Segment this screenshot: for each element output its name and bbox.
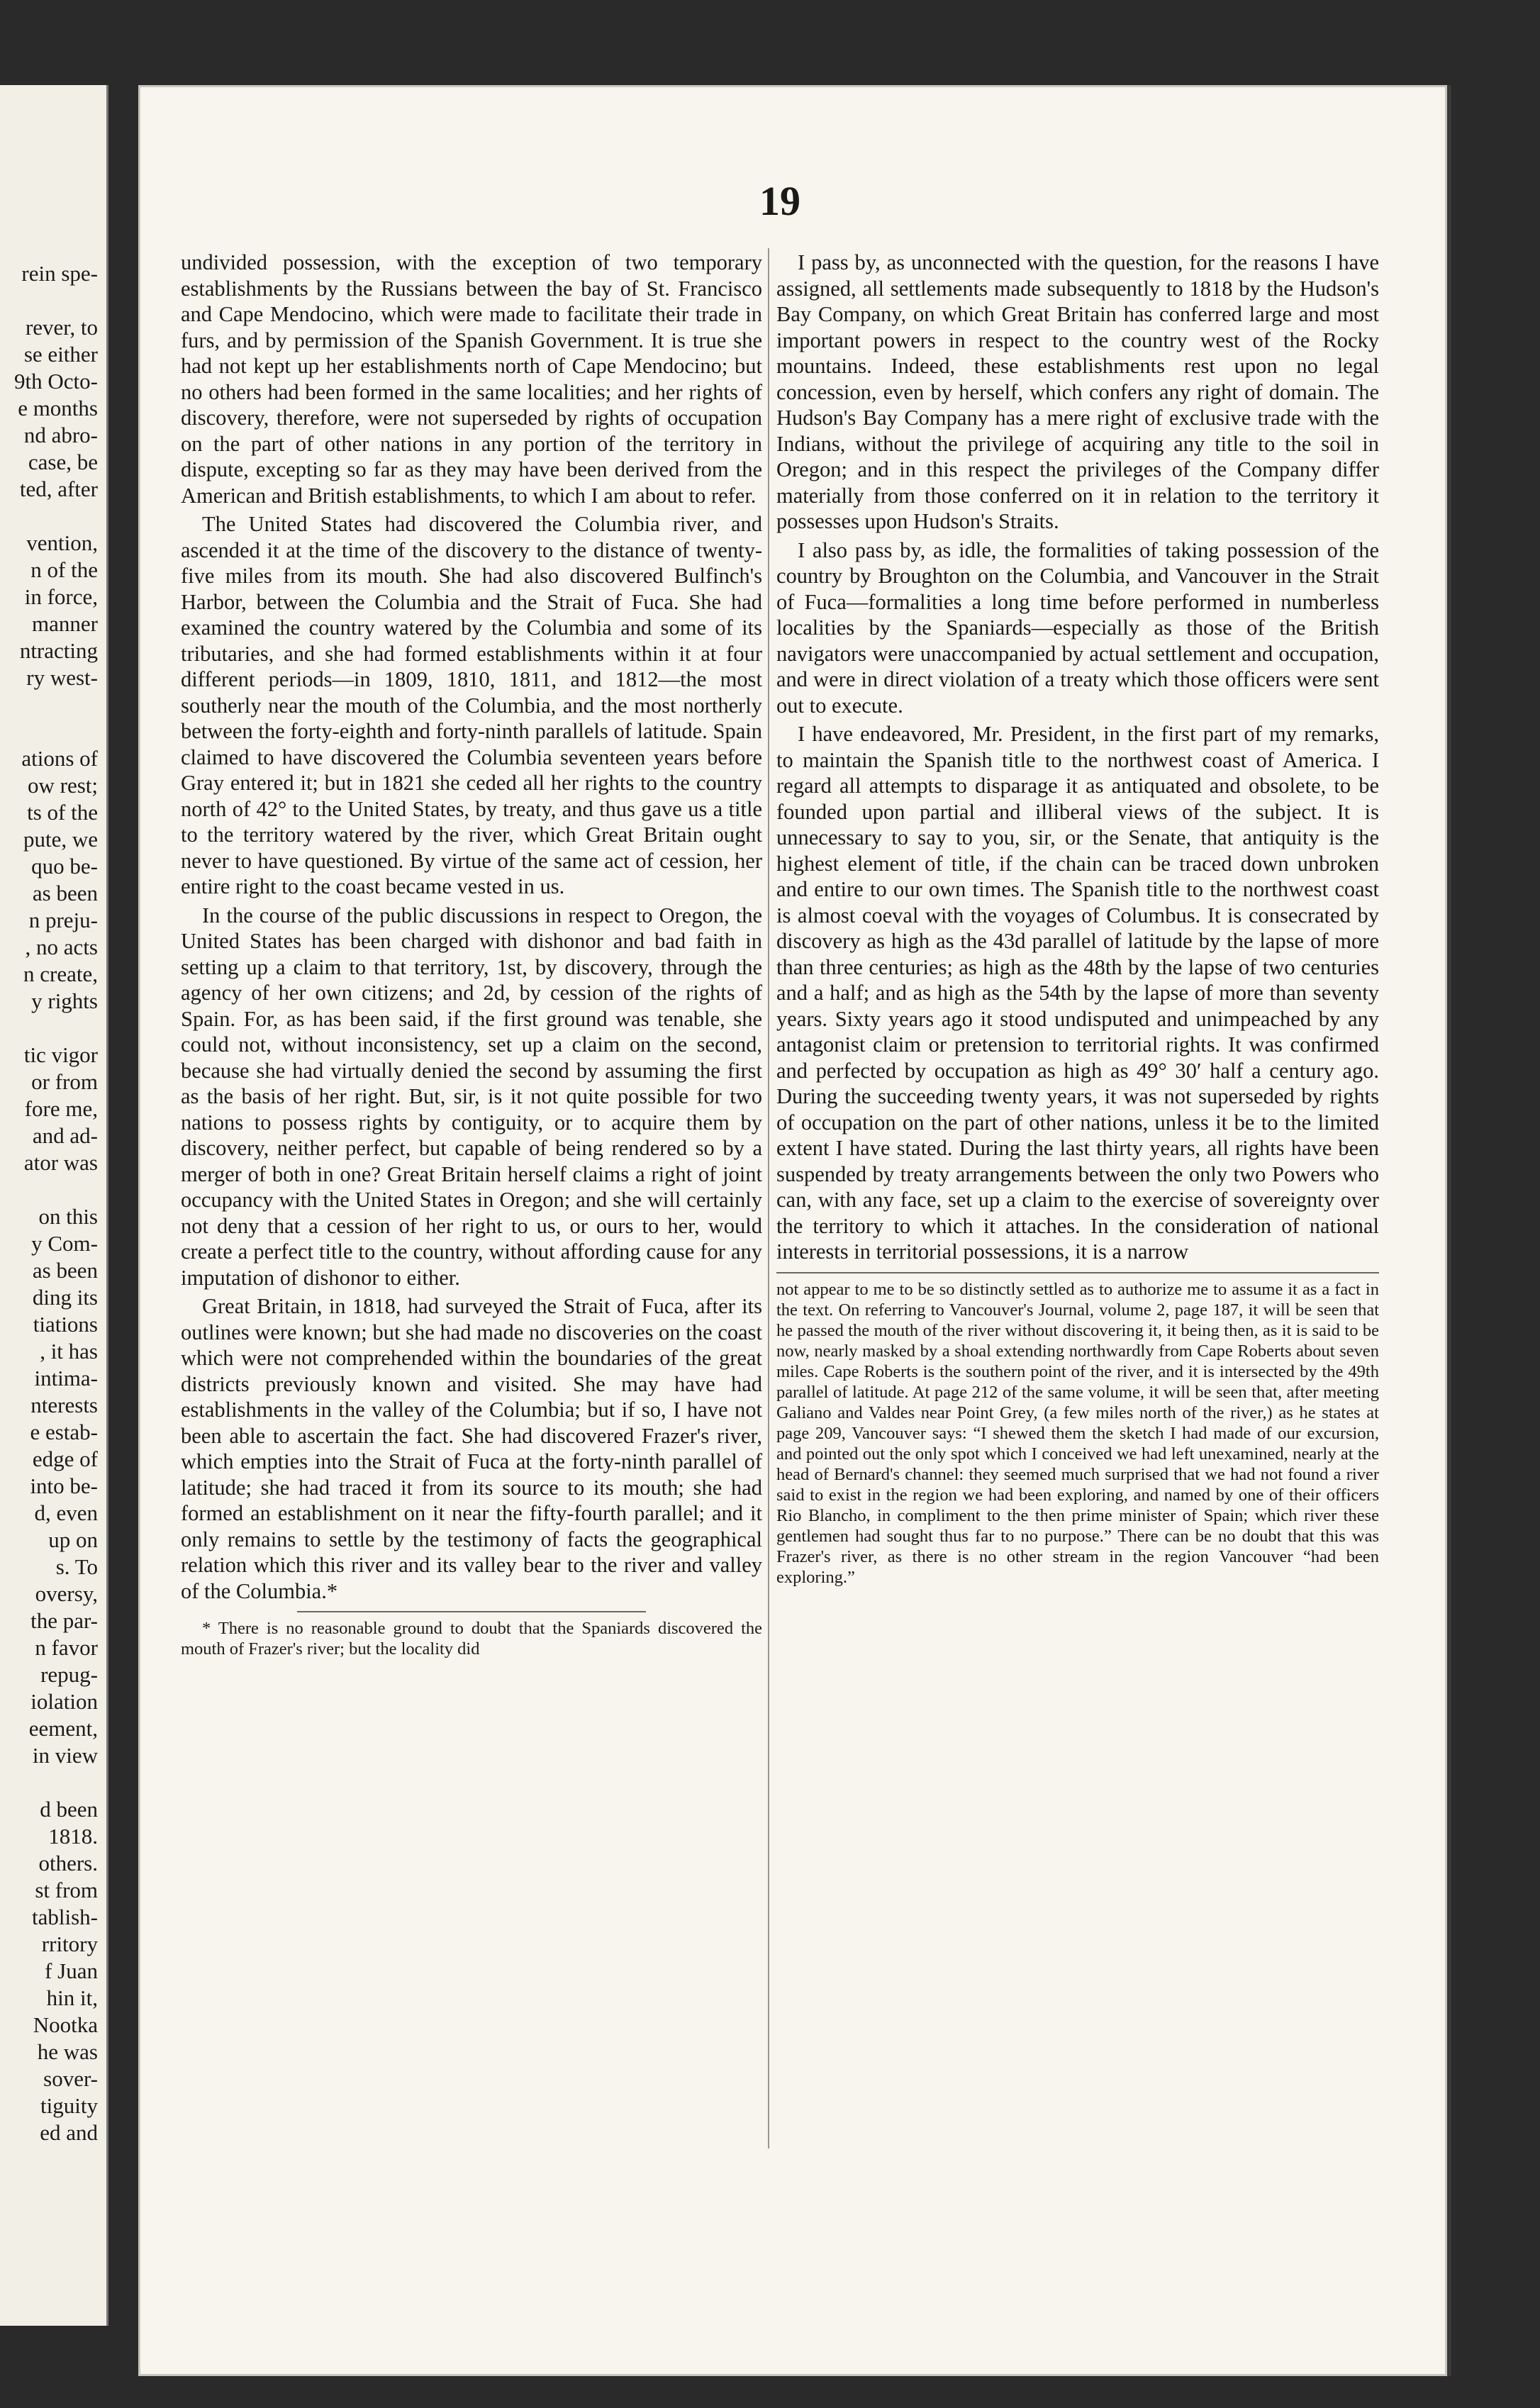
margin-fragment: tiations (33, 1312, 98, 1337)
paragraph: I pass by, as unconnected with the question, for the reasons I have assigned, all settlements made subsequently to 1818 by the Hudson's Bay Company, on which Great Britain has conferred large and most important powers in respect to the country west of the Rocky mountains. Indeed, these establishments rest upon no legal concession, even by herself, which confers any right of domain. The Hudson's Bay Company has a mere right of exclusive trade with the Indians, without the privilege of acquiring any title to the soil in Oregon; and in this respect the privileges of the Company differ materially from those conferred on it in relation to the territory it possesses upon Hudson's Straits. (776, 250, 1379, 533)
margin-fragment: the par- (30, 1608, 98, 1633)
margin-fragment: or from (31, 1069, 98, 1094)
margin-fragment: y rights (31, 988, 98, 1013)
margin-fragment: tiguity (40, 2093, 98, 2118)
margin-fragment: f Juan (45, 1958, 98, 1983)
paragraph: In the course of the public discussions in respect to Oregon, the United States has been charged with dishonor and bad faith in setting up a claim to that territory, 1st, by discovery, through the agency of her own citizens; and 2d, by cession of the rights of Spain. For, as has been said, if the first ground was tenable, she could not, without inconsistency, set up a claim on the second, because she had virtually denied the second by assuming the first as the basis of her right. But, sir, is it not quite possible for two nations to possess rights by contiguity, or to acquire them by discovery, neither perfect, but capable of being rendered so by a merger of both in one? Great Britain herself claims a right of joint occupancy with the United States in Oregon; and she will certainly not deny that a cession of her right to us, or ours to her, would create a perfect title to the country, without affording cause for any imputation of dishonor to either. (181, 903, 762, 1290)
margin-fragment: ator was (23, 1150, 98, 1175)
margin-fragment: rein spe- (21, 261, 98, 286)
paragraph: I have endeavored, Mr. President, in the first part of my remarks, to maintain the Spanish title to the northwest coast of America. I regard all attempts to disparage it as antiquated and obsolete, to be founded upon partial and illiberal views of the subject. It is unnecessary to say to you, sir, or the Senate, that antiquity is the highest element of title, if the chain can be traced down unbroken and entire to our own times. The Spanish title to the northwest coast is almost coeval with the voyages of Columbus. It is consecrated by discovery as high as the 43d parallel of latitude by the lapse of more than three centuries; as high as the 48th by the lapse of two centuries and a half; and as high as the 54th by the lapse of more than seventy years. Sixty years ago it stood undisputed and unimpeached by any antagonist claim or pretension to territorial rights. It was confirmed and perfected by occupation as high as 49° 30′ half a century ago. During the succeeding twenty years, it was not superseded by rights of occupation on the part of other nations, unless it be to the limited extent I have stated. During the last thirty years, all rights have been suspended by treaty arrangements between the only two Powers who can, with any face, set up a claim to the exercise of sovereignty over the territory to which it attaches. In the consideration of national interests in territorial possessions, it is a narrow (776, 722, 1379, 1264)
margin-fragment: s. To (55, 1554, 98, 1579)
margin-fragment: in force, (24, 584, 98, 609)
paragraph: I also pass by, as idle, the formalities of taking possession of the country by Broughton on the Columbia, and Vancouver in the Strait of Fuca—formalities a long time before performed in numberless localities by the Spaniards—especially as those of the British navigators were unaccompanied by actual settlement and occupation, and were in direct violation of a treaty which those officers were sent out to execute. (776, 537, 1379, 718)
margin-fragment: ntracting (19, 638, 98, 663)
margin-fragment: hin it, (46, 1985, 98, 2010)
margin-fragment: y Com- (31, 1231, 98, 1256)
margin-fragment: st from (35, 1878, 98, 1902)
margin-fragment: ow rest; (27, 773, 98, 798)
margin-fragment: as been (32, 881, 98, 905)
margin-fragment: on this (38, 1204, 98, 1229)
margin-fragment: rever, to (25, 315, 98, 340)
margin-fragment: edge of (32, 1447, 98, 1471)
margin-fragment: ding its (32, 1285, 98, 1310)
margin-fragment: rritory (41, 1932, 98, 1956)
margin-fragment: and ad- (32, 1123, 98, 1148)
margin-fragment: tablish- (32, 1905, 98, 1929)
margin-fragment: 9th Octo- (14, 369, 98, 394)
margin-fragment: e months (18, 396, 98, 420)
margin-fragment: nd abro- (23, 423, 98, 447)
margin-fragment: sover- (43, 2066, 98, 2091)
footnote: not appear to me to be so distinctly settled as to authorize me to assume it as a fact in the text. On referring to Vancouver's Journal, volume 2, page 187, it will be seen that he passed the mouth of the river without discovering it, it being then, as it is said to be now, nearly masked by a shoal extending northwardly from Cape Roberts about seven miles. Cape Roberts is the southern point of the river, and it is intersected by the 49th parallel of latitude. At page 212 of the same volume, it will be seen that, after meeting Galiano and Valdes near Point Grey, (a few miles north of the river,) as he states at page 209, Vancouver says: “I shewed them the sketch I had made of our excursion, and pointed out the only spot which I conceived we had left unexamined, nearly at the head of Bernard's channel: they seemed much surprised that we had not found a river said to exist in the region we had been exploring, and named by one of their officers Rio Blancho, in compliment to the then prime minister of Spain; which river these gentlemen had sought thus far to no purpose.” There can be no doubt that this was Frazer's river, as there is no other stream in the region Vancouver “had been exploring.” (776, 1279, 1379, 1587)
margin-fragment: vention, (26, 530, 98, 555)
margin-fragment: up on (48, 1527, 98, 1552)
margin-fragment: pute, we (23, 827, 98, 852)
margin-fragment: as been (32, 1258, 98, 1283)
margin-fragment: oversy, (35, 1581, 98, 1606)
paragraph: Great Britain, in 1818, had surveyed the Strait of Fuca, after its outlines were known; but she had made no discoveries on the coast which were not comprehended within the boundaries of the great districts previously known and visited. She may have had establishments in the valley of the Columbia; but if so, I have not been able to ascertain the fact. She had discovered Frazer's river, which empties into the Strait of Fuca at the forty-ninth parallel of latitude; she had traced it from its source to its mouth; she had formed an establishment on it near the fifty-fourth parallel; and it only remains to settle by the testimony of facts the geographical relation which this river and its valley bear to the river and valley of the Columbia.* (181, 1294, 762, 1603)
left-column (181, 250, 762, 1662)
margin-fragment: n preju- (28, 908, 98, 932)
right-column (776, 250, 1379, 1590)
margin-fragment: intima- (34, 1366, 98, 1390)
margin-fragment: se either (23, 342, 98, 367)
margin-fragment: , it has (40, 1339, 98, 1364)
margin-fragment: case, be (28, 450, 98, 474)
paragraph: undivided possession, with the exception of two temporary establishments by the Russians between the bay of St. Francisco and Cape Mendocino, which were made to facilitate their trade in furs, and by permission of the Spanish Government. It is true she had not kept up her establishments north of Cape Mendocino; but no others had been formed in the same localities; and her rights of discovery, therefore, were not superseded by rights of occupation on the part of other nations in any portion of the territory in dispute, excepting so far as they may have been derived from the American and British establishments, to which I am about to refer. (181, 250, 762, 508)
margin-fragment: n of the (30, 557, 98, 582)
margin-fragment: 1818. (48, 1824, 98, 1849)
margin-fragment: , no acts (25, 935, 98, 959)
page-number: 19 (759, 178, 800, 224)
margin-fragment: iolation (30, 1689, 98, 1714)
footnote-rule (297, 1611, 646, 1612)
margin-fragment: ted, after (19, 476, 98, 501)
margin-fragment: tic vigor (23, 1042, 98, 1067)
margin-fragment: ations of (21, 746, 98, 771)
margin-fragment: into be- (30, 1473, 98, 1498)
margin-fragment: eement, (28, 1716, 98, 1741)
footnote-rule (776, 1272, 1379, 1273)
margin-fragment: ed and (40, 2120, 98, 2145)
margin-fragment: quo be- (31, 854, 98, 879)
margin-fragment: n create, (23, 961, 98, 986)
margin-fragment: others. (38, 1851, 98, 1875)
margin-fragment: ry west- (26, 665, 98, 690)
margin-fragment: n favor (35, 1635, 98, 1660)
margin-fragment: nterests (30, 1393, 98, 1417)
margin-fragment: e estab- (30, 1420, 98, 1444)
margin-fragment: manner (32, 611, 98, 636)
footnote: * There is no reasonable ground to doubt that the Spaniards discovered the mouth of Frazer's river; but the locality did (181, 1619, 762, 1659)
margin-fragment: d, even (34, 1500, 98, 1525)
margin-fragment: repug- (40, 1662, 98, 1687)
margin-fragment: in view (32, 1743, 98, 1768)
margin-fragment: fore me, (24, 1096, 98, 1121)
margin-fragment: he was (37, 2039, 98, 2064)
margin-fragment: d been (40, 1797, 98, 1822)
column-divider (768, 248, 769, 2148)
adjacent-page-strip (0, 85, 108, 2326)
margin-fragment: Nootka (33, 2012, 98, 2037)
paragraph: The United States had discovered the Columbia river, and ascended it at the time of the discovery to the distance of twenty-five miles from its mouth. She had also discovered Bulfinch's Harbor, between the Columbia and the Strait of Fuca. She had examined the country watered by the Columbia and some of its tributaries, and she had formed establishments within it at four different periods—in 1809, 1810, 1811, and 1812—the most southerly near the mouth of the Columbia, and the most northerly between the forty-eighth and forty-ninth parallels of latitude. Spain claimed to have discovered the Columbia seventeen years before Gray entered it; but in 1821 she ceded all her rights to the country north of 42° to the United States, by treaty, and thus gave us a title to the territory watered by the river, which Great Britain ought never to have questioned. By virtue of the same act of cession, her entire right to the coast became vested in us. (181, 512, 762, 898)
margin-fragment: ts of the (27, 800, 98, 825)
